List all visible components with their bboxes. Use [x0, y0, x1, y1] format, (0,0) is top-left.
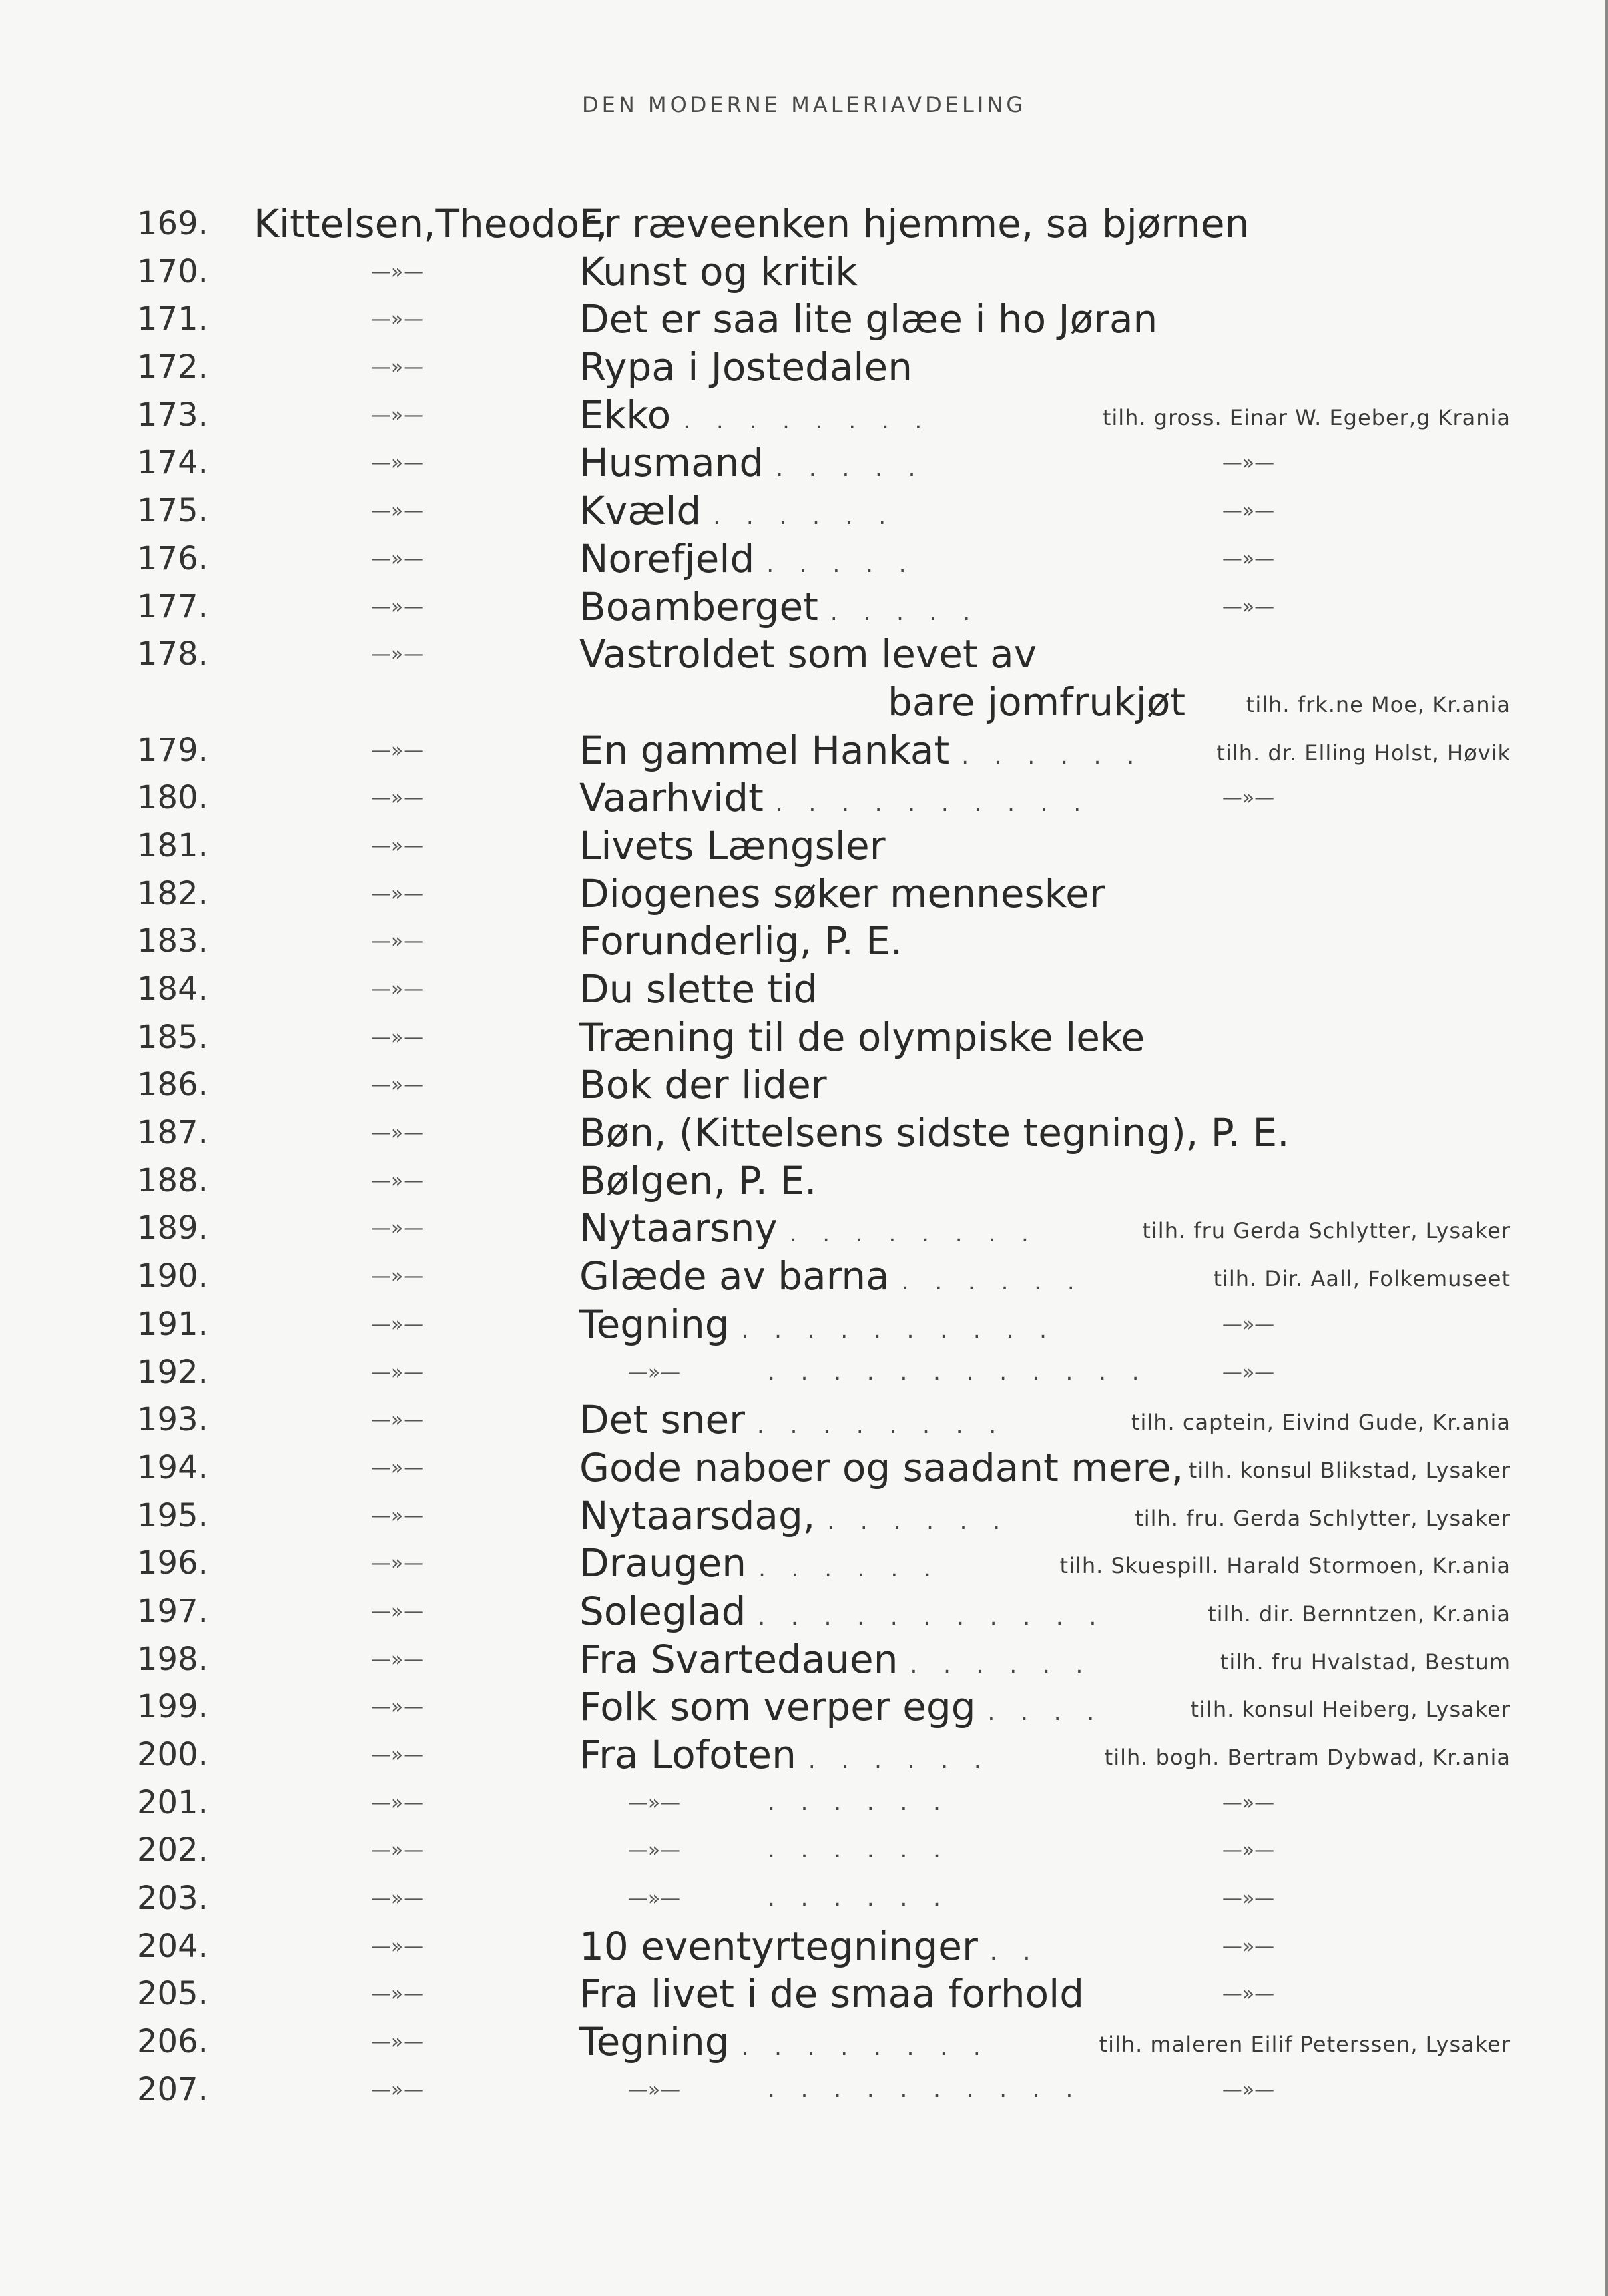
catalogue-entry	[0, 296, 1608, 344]
artist-ditto-mark: —»—	[370, 1504, 424, 1528]
entry-number: 194.	[137, 1448, 208, 1486]
catalogue-entry	[0, 487, 1608, 535]
artwork-title-text: Bok der lider	[579, 1062, 827, 1108]
entry-number: 200.	[137, 1736, 208, 1774]
catalogue-entry	[0, 1014, 1608, 1062]
catalogue-entry	[0, 1588, 1608, 1636]
entry-number: 197.	[137, 1592, 208, 1630]
owner-note: tilh. gross. Einar W. Egeber,g Krania	[1102, 404, 1511, 431]
artwork-title	[579, 870, 1105, 918]
entry-number: 202.	[137, 1831, 208, 1870]
entry-number: 203.	[137, 1880, 208, 1918]
entry-number: 188.	[137, 1161, 208, 1199]
artist-ditto-mark: —»—	[370, 1552, 424, 1576]
catalogue-entry	[0, 392, 1608, 440]
artwork-title	[579, 2018, 990, 2072]
dot-leader: . . . . . . . .	[757, 1412, 1006, 1440]
catalogue-entry	[0, 1061, 1608, 1109]
artwork-title	[579, 296, 1157, 344]
artwork-title-text: Diogenes søker mennesker	[579, 870, 1105, 916]
owner-note: tilh. fru Hvalstad, Bestum	[1220, 1649, 1511, 1675]
dot-leader: . . . . . .	[758, 1556, 941, 1583]
owner-ditto-mark: —»—	[1222, 595, 1275, 619]
title-ditto-mark: —»—	[627, 1839, 681, 1863]
artwork-title-text: Fra Lofoten	[579, 1732, 796, 1778]
entry-number: 175.	[137, 492, 208, 530]
artist-ditto-mark: —»—	[370, 356, 424, 380]
owner-ditto-mark: —»—	[1222, 451, 1275, 475]
catalogue-entry	[0, 631, 1608, 726]
entry-number: 198.	[137, 1640, 208, 1678]
title-ditto-mark: —»—	[627, 1887, 681, 1911]
catalogue-entry	[0, 918, 1608, 966]
artist-ditto-mark: —»—	[370, 2078, 424, 2102]
artist-ditto-mark: —»—	[370, 1121, 424, 1145]
title-ditto-mark: —»—	[627, 2078, 681, 2102]
entry-number: 193.	[137, 1401, 208, 1439]
running-head: DEN MODERNE MALERIAVDELING	[582, 92, 1026, 117]
dot-leader: . . . . . . . . . . . .	[768, 1358, 1149, 1386]
entry-number: 171.	[137, 300, 208, 338]
entry-number: 184.	[137, 970, 208, 1009]
artwork-title	[579, 1731, 991, 1785]
artwork-title	[579, 1109, 1290, 1157]
artist-ditto-mark: —»—	[370, 2030, 424, 2054]
artist-ditto-mark: —»—	[370, 1887, 424, 1911]
entry-number: 169.	[137, 205, 208, 242]
entry-number: 196.	[137, 1544, 208, 1583]
artist-ditto-mark: —»—	[370, 1360, 424, 1384]
artist-ditto-mark: —»—	[370, 403, 424, 427]
catalogue-entry	[0, 535, 1608, 583]
artwork-title	[579, 487, 895, 541]
artist-ditto-mark: —»—	[370, 1217, 424, 1241]
artist-ditto-mark: —»—	[370, 308, 424, 332]
owner-note: tilh. dir. Bernntzen, Kr.ania	[1208, 1601, 1511, 1627]
artwork-title-text: Norefjeld	[579, 535, 755, 581]
catalogue-entry	[0, 1731, 1608, 1779]
artwork-title	[579, 774, 1090, 828]
catalogue-entry	[0, 1109, 1608, 1157]
artwork-title-text: Fra Svartedauen	[579, 1636, 898, 1682]
entry-number: 192.	[137, 1353, 208, 1391]
artwork-title	[579, 200, 1249, 248]
artist-ditto-mark: —»—	[370, 451, 424, 475]
entry-number: 185.	[137, 1018, 208, 1056]
artwork-title	[579, 583, 979, 637]
owner-ditto-mark: —»—	[1222, 499, 1275, 523]
entry-number: 179.	[137, 731, 208, 769]
title-ditto-mark: —»—	[627, 1791, 681, 1815]
artwork-title	[579, 966, 818, 1014]
dot-leader: . . . . . . . . . .	[775, 790, 1091, 818]
owner-ditto-mark: —»—	[1222, 1312, 1275, 1336]
artwork-title-text: Husmand	[579, 440, 764, 486]
artwork-title	[579, 1970, 1084, 2018]
artwork-title	[579, 1253, 1084, 1307]
artwork-title	[579, 1301, 1056, 1355]
dot-leader: . . . . . . . .	[683, 407, 932, 435]
artwork-title-text: Nytaarsdag,	[579, 1492, 816, 1538]
entry-number: 180.	[137, 779, 208, 817]
dot-leader: . . . . . . . .	[741, 2034, 990, 2062]
artist-ditto-mark: —»—	[370, 1791, 424, 1815]
artwork-title-text: Bøn, (Kittelsens sidste tegning), P. E.	[579, 1110, 1290, 1156]
entry-number: 204.	[137, 1927, 208, 1965]
catalogue-entry	[0, 1970, 1608, 2018]
artwork-title	[579, 1014, 1145, 1062]
entry-number: 181.	[137, 826, 208, 864]
artwork-title	[579, 1636, 1092, 1690]
owner-ditto-mark: —»—	[1222, 1791, 1275, 1815]
artwork-title-text: Forunderlig, P. E.	[579, 918, 903, 964]
entry-number: 172.	[137, 348, 208, 386]
artwork-title-text: Gode naboer og saadant mere,	[579, 1444, 1184, 1490]
artwork-title-text: Boamberget	[579, 583, 818, 629]
artwork-title-text: Nytaarsny	[579, 1205, 778, 1251]
entry-number: 195.	[137, 1496, 208, 1534]
artwork-title	[579, 1396, 1005, 1450]
catalogue-entry	[0, 1492, 1608, 1540]
artwork-title-text: Fra livet i de smaa forhold	[579, 1971, 1085, 2017]
catalogue-entry	[0, 1636, 1608, 1684]
owner-note: tilh. bogh. Bertram Dybwad, Kr.ania	[1104, 1745, 1511, 1771]
artist-name: Kittelsen,Theodor,	[254, 201, 608, 246]
catalogue-entry	[0, 822, 1608, 870]
dot-leader: . .	[989, 1938, 1040, 1966]
entry-number: 186.	[137, 1066, 208, 1104]
artwork-title	[579, 1205, 1038, 1259]
owner-ditto-mark: —»—	[1222, 1982, 1275, 2006]
dot-leader: . . . . . .	[910, 1651, 1093, 1679]
artwork-title	[579, 1157, 816, 1205]
artist-ditto-mark: —»—	[370, 1599, 424, 1623]
artist-ditto-mark: —»—	[370, 499, 424, 523]
artwork-title	[579, 1540, 941, 1594]
artwork-title	[579, 535, 916, 589]
artwork-title	[579, 918, 902, 966]
dot-leader: . . . .	[987, 1699, 1104, 1727]
artwork-title	[579, 1492, 1009, 1546]
dot-leader: . . . . . .	[827, 1508, 1010, 1535]
artwork-title	[579, 822, 886, 870]
artist-ditto-mark: —»—	[370, 1695, 424, 1719]
dot-leader: . . . . . .	[961, 742, 1144, 770]
entry-number: 199.	[137, 1688, 208, 1726]
artwork-title-text: Soleglad	[579, 1588, 746, 1634]
dot-leader: . . . . .	[766, 551, 916, 578]
catalogue-entry	[0, 1779, 1608, 1827]
artwork-title-text: Ekko	[579, 392, 672, 438]
artist-ditto-mark: —»—	[370, 1456, 424, 1480]
artist-ditto-mark: —»—	[370, 738, 424, 762]
catalogue-entry	[0, 1157, 1608, 1205]
artist-ditto-mark: —»—	[370, 1073, 424, 1097]
artwork-title	[579, 1923, 1039, 1977]
entry-number: 178.	[137, 635, 208, 673]
catalogue-entry	[0, 1875, 1608, 1923]
catalogue-entry	[0, 1683, 1608, 1731]
artwork-title	[579, 1061, 827, 1109]
entry-number: 187.	[137, 1114, 208, 1152]
artist-ditto-mark: —»—	[370, 786, 424, 810]
artwork-title-text: Vastroldet som levet av	[579, 631, 1037, 677]
artwork-title-text: 10 eventyrtegninger	[579, 1923, 978, 1969]
artwork-title	[579, 392, 931, 446]
artwork-title-text: Draugen	[579, 1540, 747, 1587]
catalogue-entry	[0, 2066, 1608, 2114]
owner-note: tilh. Dir. Aall, Folkemuseet	[1213, 1266, 1511, 1292]
artist-ditto-mark: —»—	[370, 930, 424, 954]
artwork-title-continued: bare jomfrukjøt	[888, 679, 1186, 725]
catalogue-entry	[0, 1827, 1608, 1875]
artwork-title-text: En gammel Hankat	[579, 727, 950, 773]
artwork-title-text: Folk som verper egg	[579, 1684, 976, 1730]
dot-leader: . . . . . .	[808, 1747, 991, 1775]
dot-leader: . . . . . . . . . .	[741, 1316, 1056, 1344]
artwork-title	[579, 631, 1037, 679]
entry-number: 190.	[137, 1257, 208, 1296]
artwork-title-text: Livets Længsler	[579, 822, 886, 868]
entry-number: 207.	[137, 2070, 208, 2108]
catalogue-entry	[0, 248, 1608, 296]
catalogue-entry	[0, 1444, 1608, 1492]
artist-ditto-mark: —»—	[370, 882, 424, 906]
catalogue-entry	[0, 200, 1608, 248]
artwork-title-text: Det sner	[579, 1397, 746, 1443]
artist-ditto-mark: —»—	[370, 1647, 424, 1671]
artwork-title	[579, 1444, 1183, 1492]
owner-note: tilh. konsul Heiberg, Lysaker	[1190, 1697, 1511, 1723]
catalogue-entry	[0, 1349, 1608, 1397]
catalogue-entry	[0, 774, 1608, 822]
artist-ditto-mark: —»—	[370, 643, 424, 667]
artist-ditto-mark: —»—	[370, 1312, 424, 1336]
dot-leader: . . . . . . . . . . .	[758, 1603, 1106, 1631]
artist-ditto-mark: —»—	[370, 1743, 424, 1767]
owner-note: tilh. dr. Elling Holst, Høvik	[1216, 740, 1511, 766]
owner-ditto-mark: —»—	[1222, 1887, 1275, 1911]
artwork-title-text: Det er saa lite glæe i ho Jøran	[579, 296, 1158, 342]
catalogue-entry	[0, 1540, 1608, 1588]
owner-ditto-mark: —»—	[1222, 547, 1275, 571]
dot-leader: . . . . . .	[901, 1269, 1084, 1296]
catalogue-entry	[0, 1923, 1608, 1971]
artwork-title-text: Kunst og kritik	[579, 248, 858, 294]
catalogue-entry	[0, 344, 1608, 392]
artwork-title	[579, 439, 925, 493]
owner-ditto-mark: —»—	[1222, 2078, 1275, 2102]
owner-note: tilh. frk.ne Moe, Kr.ania	[1246, 691, 1511, 718]
entry-number: 183.	[137, 922, 208, 960]
catalogue-list	[0, 200, 1608, 2114]
owner-note: tilh. Skuespill. Harald Stormoen, Kr.ania	[1059, 1553, 1511, 1579]
dot-leader: . . . . .	[830, 599, 980, 626]
catalogue-entry	[0, 1301, 1608, 1349]
dot-leader: . . . . .	[776, 455, 925, 483]
entry-number: 170.	[137, 252, 208, 290]
artist-ditto-mark: —»—	[370, 1169, 424, 1193]
catalogue-entry	[0, 583, 1608, 631]
owner-ditto-mark: —»—	[1222, 1839, 1275, 1863]
owner-ditto-mark: —»—	[1222, 1360, 1275, 1384]
entry-number: 205.	[137, 1975, 208, 2013]
artist-ditto-mark: —»—	[370, 260, 424, 284]
artist-ditto-mark: —»—	[370, 595, 424, 619]
artwork-title-text: Træning til de olympiske leke	[579, 1014, 1145, 1060]
catalogue-entry	[0, 727, 1608, 775]
entry-number: 173.	[137, 396, 208, 434]
entry-number: 191.	[137, 1305, 208, 1343]
catalogue-entry	[0, 1205, 1608, 1253]
artwork-title	[579, 344, 912, 392]
catalogue-entry	[0, 966, 1608, 1014]
dot-leader: . . . . . . . . . .	[768, 2076, 1083, 2103]
artist-ditto-mark: —»—	[370, 1265, 424, 1289]
artwork-title-text: Tegning	[579, 1301, 730, 1347]
artist-ditto-mark: —»—	[370, 978, 424, 1002]
artwork-title-text: Er ræveenken hjemme, sa bjørnen	[579, 201, 1250, 246]
catalogue-entry	[0, 1253, 1608, 1301]
artist-ditto-mark: —»—	[370, 547, 424, 571]
entry-number: 189.	[137, 1209, 208, 1247]
artwork-title	[579, 1588, 1105, 1642]
catalogue-entry	[0, 870, 1608, 918]
title-ditto-mark: —»—	[627, 1360, 681, 1384]
artwork-title-text: Du slette tid	[579, 966, 818, 1013]
dot-leader: . . . . . .	[768, 1837, 950, 1864]
artist-ditto-mark: —»—	[370, 1982, 424, 2006]
artist-ditto-mark: —»—	[370, 1934, 424, 1958]
artwork-title-text: Tegning	[579, 2019, 730, 2065]
dot-leader: . . . . . .	[713, 503, 896, 531]
catalogue-entry	[0, 2018, 1608, 2066]
artwork-title-text: Glæde av barna	[579, 1253, 890, 1300]
artwork-title-text: Vaarhvidt	[579, 775, 764, 821]
artist-ditto-mark: —»—	[370, 834, 424, 858]
entry-number: 201.	[137, 1783, 208, 1821]
entry-number: 174.	[137, 444, 208, 482]
artwork-title-text: Rypa i Jostedalen	[579, 344, 912, 390]
owner-note: tilh. fru Gerda Schlytter, Lysaker	[1142, 1218, 1511, 1244]
entry-number: 176.	[137, 539, 208, 577]
entry-number: 177.	[137, 587, 208, 625]
entry-number: 182.	[137, 874, 208, 912]
dot-leader: . . . . . .	[768, 1885, 950, 1912]
artwork-title	[579, 1683, 1103, 1737]
dot-leader: . . . . . . . .	[789, 1221, 1038, 1248]
artwork-title-text: Kvæld	[579, 488, 702, 534]
owner-note: tilh. konsul Blikstad, Lysaker	[1188, 1457, 1511, 1483]
artwork-title	[579, 248, 858, 296]
owner-note: tilh. fru. Gerda Schlytter, Lysaker	[1135, 1505, 1511, 1531]
artist-ditto-mark: —»—	[370, 1025, 424, 1049]
owner-note: tilh. maleren Eilif Peterssen, Lysaker	[1099, 2032, 1511, 2058]
entry-number: 206.	[137, 2023, 208, 2061]
artwork-title	[579, 727, 1143, 781]
owner-ditto-mark: —»—	[1222, 1934, 1275, 1958]
artist-ditto-mark: —»—	[370, 1839, 424, 1863]
catalogue-entry	[0, 1396, 1608, 1444]
dot-leader: . . . . . .	[768, 1789, 950, 1816]
owner-note: tilh. captein, Eivind Gude, Kr.ania	[1131, 1410, 1511, 1436]
catalogue-entry	[0, 439, 1608, 487]
artist-ditto-mark: —»—	[370, 1408, 424, 1432]
owner-ditto-mark: —»—	[1222, 786, 1275, 810]
artwork-title-text: Bølgen, P. E.	[579, 1157, 817, 1203]
